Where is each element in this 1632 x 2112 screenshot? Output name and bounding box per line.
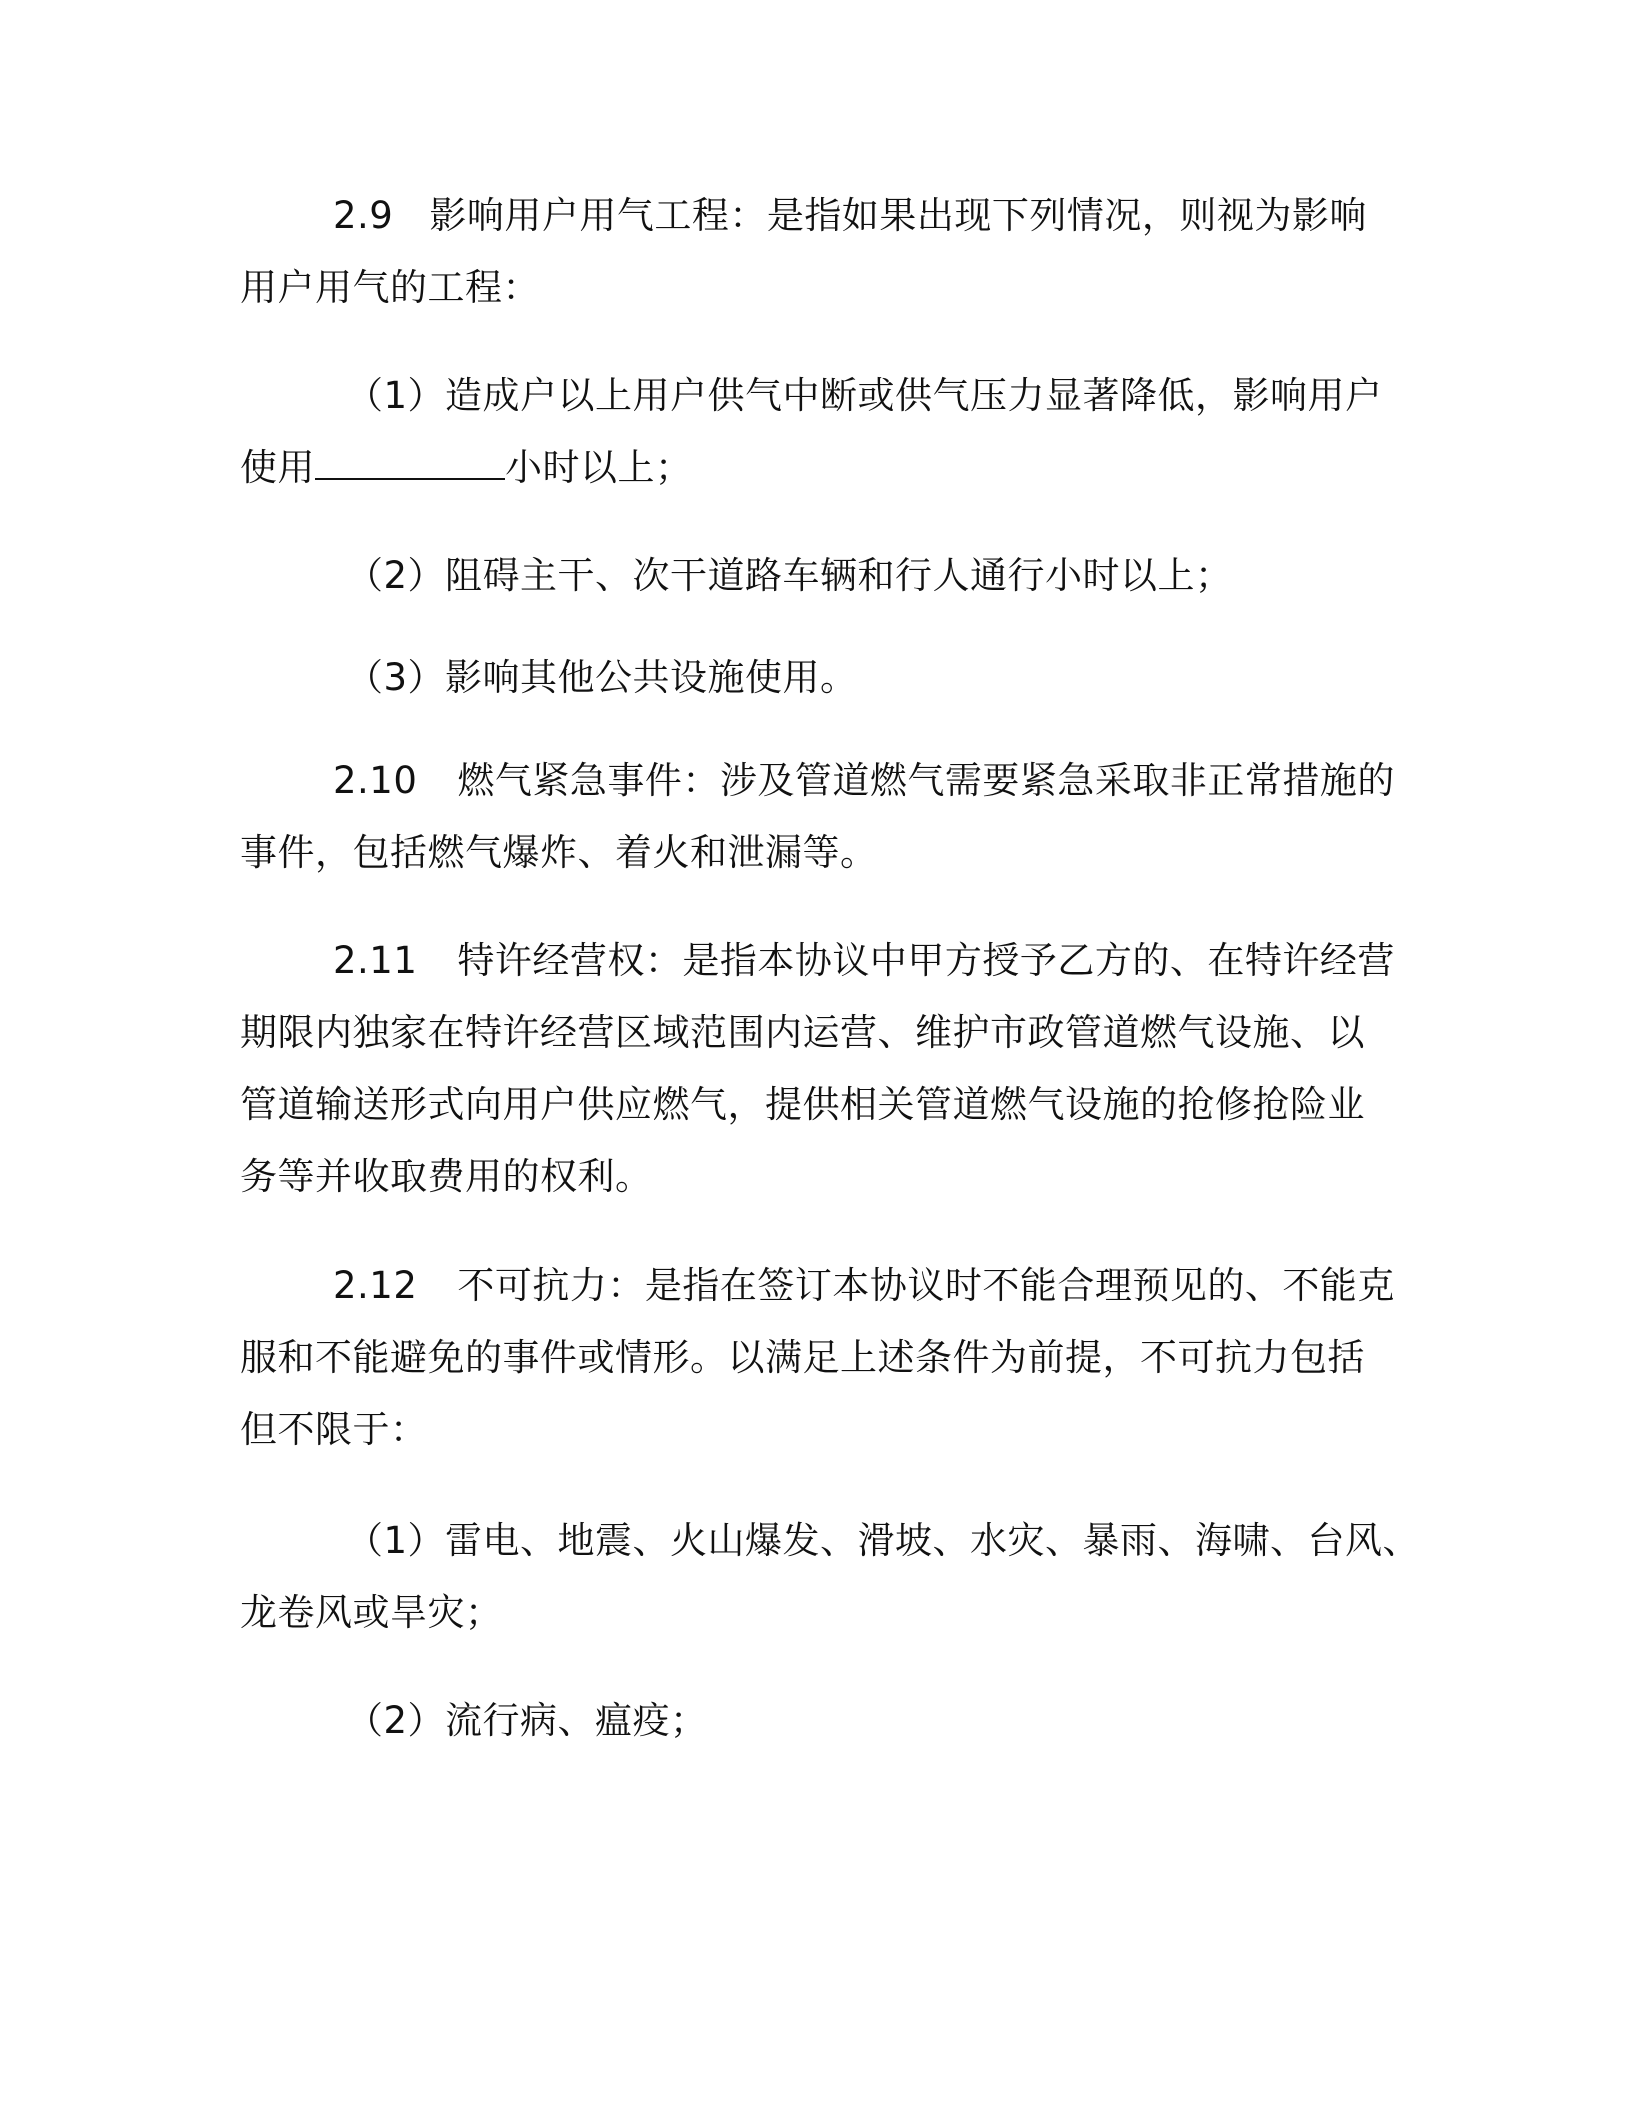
paragraph-2-10 <box>240 745 1400 889</box>
paragraph-text: 燃气紧急事件：涉及管道燃气需要紧急采取非正常措施的 <box>457 759 1395 802</box>
paragraph-line: 龙卷风或旱灾； <box>240 1591 503 1634</box>
paragraph-line: 务等并收取费用的权利。 <box>240 1155 653 1198</box>
paragraph-line: （2）流行病、瘟疫； <box>346 1699 708 1742</box>
paragraph-text: 小时以上； <box>505 446 693 489</box>
section-number: 2.11 <box>333 939 418 982</box>
paragraph-line: 事件，包括燃气爆炸、着火和泄漏等。 <box>240 831 878 874</box>
paragraph-line: 用户用气的工程： <box>240 266 540 309</box>
paragraph-line <box>240 1250 1400 1322</box>
paragraph-line: （1）造成户以上用户供气中断或供气压力显著降低，影响用户 <box>346 374 1383 417</box>
paragraph-text: 特许经营权：是指本协议中甲方授予乙方的、在特许经营 <box>457 939 1395 982</box>
paragraph-2-11 <box>240 925 1400 1213</box>
paragraph-line <box>240 432 1400 504</box>
list-item-3 <box>240 642 1400 714</box>
paragraph-line: （2）阻碍主干、次干道路车辆和行人通行小时以上； <box>346 554 1233 597</box>
section-number: 2.9 <box>333 194 394 237</box>
list-item-force-majeure-1 <box>240 1505 1421 1649</box>
paragraph-text: 影响用户用气工程：是指如果出现下列情况，则视为影响 <box>429 194 1367 237</box>
fill-in-blank <box>315 448 505 480</box>
paragraph-2-12 <box>240 1250 1400 1466</box>
paragraph-text: 使用 <box>240 446 315 489</box>
list-item-force-majeure-2 <box>240 1685 1400 1757</box>
paragraph-line: 但不限于： <box>240 1408 428 1451</box>
paragraph-line <box>240 745 1400 817</box>
paragraph-line: （1）雷电、地震、火山爆发、滑坡、水灾、暴雨、海啸、台风、 <box>346 1519 1421 1562</box>
section-number: 2.10 <box>333 759 418 802</box>
paragraph-line: 期限内独家在特许经营区域范围内运营、维护市政管道燃气设施、以 <box>240 1011 1365 1054</box>
paragraph-line: 服和不能避免的事件或情形。以满足上述条件为前提，不可抗力包括 <box>240 1336 1365 1379</box>
paragraph-text: 不可抗力：是指在签订本协议时不能合理预见的、不能克 <box>457 1264 1395 1307</box>
paragraph-line: 管道输送形式向用户供应燃气，提供相关管道燃气设施的抢修抢险业 <box>240 1083 1365 1126</box>
paragraph-2-9 <box>240 180 1400 324</box>
list-item-1 <box>240 360 1400 504</box>
paragraph-line <box>240 925 1400 997</box>
list-item-2 <box>240 540 1400 612</box>
paragraph-line <box>240 180 1400 252</box>
section-number: 2.12 <box>333 1264 418 1307</box>
paragraph-line: （3）影响其他公共设施使用。 <box>346 656 858 699</box>
